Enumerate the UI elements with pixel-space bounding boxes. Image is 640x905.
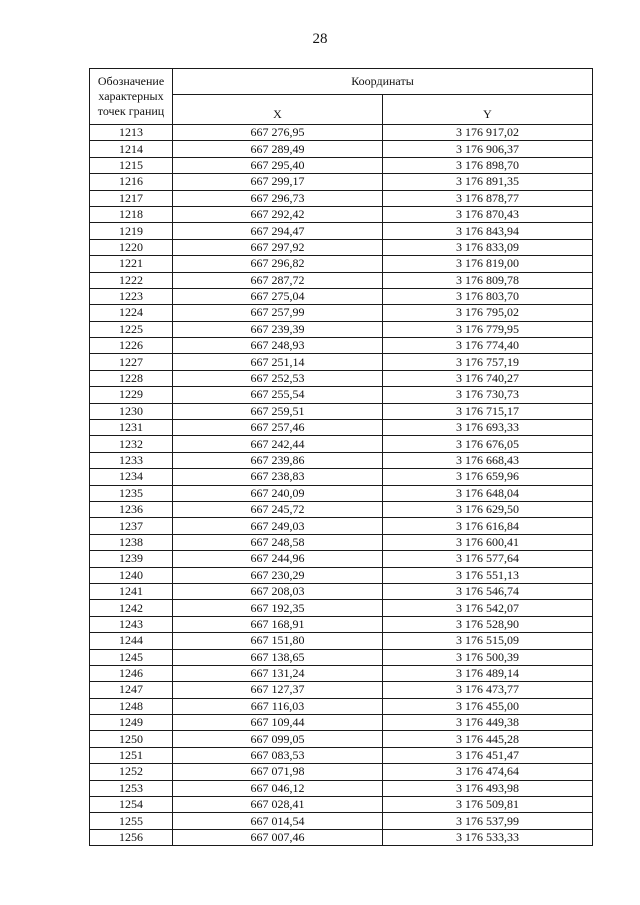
point-id-cell: 1225 <box>90 321 173 337</box>
point-id-cell: 1234 <box>90 469 173 485</box>
point-id-cell: 1254 <box>90 797 173 813</box>
y-coordinate-cell: 3 176 795,02 <box>383 305 593 321</box>
table-row <box>90 600 593 616</box>
table-row <box>90 239 593 255</box>
y-coordinate-cell: 3 176 648,04 <box>383 485 593 501</box>
x-coordinate-cell: 667 248,58 <box>173 534 383 550</box>
table-row <box>90 813 593 829</box>
table-row <box>90 649 593 665</box>
point-id-cell: 1253 <box>90 780 173 796</box>
y-coordinate-cell: 3 176 629,50 <box>383 501 593 517</box>
table-row <box>90 698 593 714</box>
y-coordinate-cell: 3 176 898,70 <box>383 157 593 173</box>
y-coordinate-cell: 3 176 715,17 <box>383 403 593 419</box>
point-id-cell: 1251 <box>90 747 173 763</box>
y-coordinate-cell: 3 176 500,39 <box>383 649 593 665</box>
y-coordinate-cell: 3 176 803,70 <box>383 288 593 304</box>
table-row <box>90 452 593 468</box>
y-coordinate-cell: 3 176 843,94 <box>383 223 593 239</box>
point-id-cell: 1227 <box>90 354 173 370</box>
x-coordinate-cell: 667 249,03 <box>173 518 383 534</box>
y-coordinate-cell: 3 176 493,98 <box>383 780 593 796</box>
table-row <box>90 764 593 780</box>
point-id-cell: 1216 <box>90 174 173 190</box>
point-id-cell: 1252 <box>90 764 173 780</box>
point-id-cell: 1239 <box>90 551 173 567</box>
table-row <box>90 583 593 599</box>
point-id-cell: 1243 <box>90 616 173 632</box>
y-coordinate-cell: 3 176 740,27 <box>383 370 593 386</box>
x-coordinate-cell: 667 208,03 <box>173 583 383 599</box>
x-coordinate-cell: 667 297,92 <box>173 239 383 255</box>
point-id-cell: 1223 <box>90 288 173 304</box>
coordinates-header: Координаты <box>173 69 593 95</box>
x-coordinate-cell: 667 287,72 <box>173 272 383 288</box>
table-row <box>90 387 593 403</box>
y-coordinate-cell: 3 176 819,00 <box>383 256 593 272</box>
table-row <box>90 125 593 141</box>
x-coordinate-cell: 667 151,80 <box>173 633 383 649</box>
table-row <box>90 747 593 763</box>
x-coordinate-cell: 667 289,49 <box>173 141 383 157</box>
point-id-cell: 1238 <box>90 534 173 550</box>
coordinates-table <box>89 68 593 846</box>
x-coordinate-cell: 667 296,82 <box>173 256 383 272</box>
table-row <box>90 567 593 583</box>
y-coordinate-cell: 3 176 455,00 <box>383 698 593 714</box>
y-coordinate-cell: 3 176 551,13 <box>383 567 593 583</box>
y-coordinate-cell: 3 176 489,14 <box>383 665 593 681</box>
y-coordinate-cell: 3 176 917,02 <box>383 125 593 141</box>
x-coordinate-cell: 667 240,09 <box>173 485 383 501</box>
y-coordinate-cell: 3 176 546,74 <box>383 583 593 599</box>
x-coordinate-cell: 667 244,96 <box>173 551 383 567</box>
x-coordinate-cell: 667 071,98 <box>173 764 383 780</box>
y-coordinate-cell: 3 176 676,05 <box>383 436 593 452</box>
x-coordinate-cell: 667 138,65 <box>173 649 383 665</box>
x-coordinate-cell: 667 116,03 <box>173 698 383 714</box>
point-id-cell: 1231 <box>90 420 173 436</box>
table-row <box>90 485 593 501</box>
x-coordinate-cell: 667 257,99 <box>173 305 383 321</box>
x-coordinate-cell: 667 230,29 <box>173 567 383 583</box>
point-id-cell: 1232 <box>90 436 173 452</box>
x-coordinate-cell: 667 238,83 <box>173 469 383 485</box>
point-id-cell: 1242 <box>90 600 173 616</box>
point-id-cell: 1229 <box>90 387 173 403</box>
x-coordinate-cell: 667 252,53 <box>173 370 383 386</box>
point-id-cell: 1233 <box>90 452 173 468</box>
y-coordinate-cell: 3 176 577,64 <box>383 551 593 567</box>
y-coordinate-cell: 3 176 668,43 <box>383 452 593 468</box>
point-id-cell: 1256 <box>90 829 173 845</box>
table-row <box>90 223 593 239</box>
table-row <box>90 780 593 796</box>
y-coordinate-cell: 3 176 445,28 <box>383 731 593 747</box>
y-coordinate-cell: 3 176 474,64 <box>383 764 593 780</box>
table-row <box>90 797 593 813</box>
y-coordinate-cell: 3 176 533,33 <box>383 829 593 845</box>
table-body <box>90 125 593 846</box>
point-id-cell: 1228 <box>90 370 173 386</box>
y-coordinate-cell: 3 176 693,33 <box>383 420 593 436</box>
y-coordinate-cell: 3 176 833,09 <box>383 239 593 255</box>
table-row <box>90 141 593 157</box>
point-id-cell: 1226 <box>90 338 173 354</box>
table-row <box>90 665 593 681</box>
point-id-cell: 1217 <box>90 190 173 206</box>
x-coordinate-cell: 667 192,35 <box>173 600 383 616</box>
table-row <box>90 354 593 370</box>
table-row <box>90 288 593 304</box>
point-id-cell: 1240 <box>90 567 173 583</box>
table-row <box>90 731 593 747</box>
table-row <box>90 616 593 632</box>
x-column-header: X <box>173 95 383 125</box>
point-id-cell: 1241 <box>90 583 173 599</box>
y-coordinate-cell: 3 176 515,09 <box>383 633 593 649</box>
point-id-cell: 1224 <box>90 305 173 321</box>
y-coordinate-cell: 3 176 891,35 <box>383 174 593 190</box>
y-coordinate-cell: 3 176 906,37 <box>383 141 593 157</box>
y-coordinate-cell: 3 176 542,07 <box>383 600 593 616</box>
x-coordinate-cell: 667 028,41 <box>173 797 383 813</box>
y-coordinate-cell: 3 176 779,95 <box>383 321 593 337</box>
table-row <box>90 436 593 452</box>
table-row <box>90 682 593 698</box>
point-id-cell: 1244 <box>90 633 173 649</box>
point-id-cell: 1245 <box>90 649 173 665</box>
table-row <box>90 157 593 173</box>
table-row <box>90 272 593 288</box>
point-id-cell: 1249 <box>90 715 173 731</box>
table-row <box>90 469 593 485</box>
point-id-cell: 1237 <box>90 518 173 534</box>
x-coordinate-cell: 667 242,44 <box>173 436 383 452</box>
table-row <box>90 321 593 337</box>
x-coordinate-cell: 667 131,24 <box>173 665 383 681</box>
point-id-cell: 1218 <box>90 206 173 222</box>
table-row <box>90 256 593 272</box>
table-row <box>90 305 593 321</box>
table-row <box>90 518 593 534</box>
x-coordinate-cell: 667 299,17 <box>173 174 383 190</box>
x-coordinate-cell: 667 239,39 <box>173 321 383 337</box>
y-coordinate-cell: 3 176 449,38 <box>383 715 593 731</box>
point-id-cell: 1235 <box>90 485 173 501</box>
table-row <box>90 206 593 222</box>
table-row <box>90 420 593 436</box>
x-coordinate-cell: 667 255,54 <box>173 387 383 403</box>
table-row <box>90 829 593 845</box>
y-coordinate-cell: 3 176 659,96 <box>383 469 593 485</box>
x-coordinate-cell: 667 083,53 <box>173 747 383 763</box>
point-id-cell: 1246 <box>90 665 173 681</box>
point-id-cell: 1250 <box>90 731 173 747</box>
x-coordinate-cell: 667 248,93 <box>173 338 383 354</box>
table-row <box>90 190 593 206</box>
x-coordinate-cell: 667 257,46 <box>173 420 383 436</box>
x-coordinate-cell: 667 245,72 <box>173 501 383 517</box>
x-coordinate-cell: 667 294,47 <box>173 223 383 239</box>
y-coordinate-cell: 3 176 774,40 <box>383 338 593 354</box>
table-row <box>90 551 593 567</box>
x-coordinate-cell: 667 292,42 <box>173 206 383 222</box>
x-coordinate-cell: 667 239,86 <box>173 452 383 468</box>
point-id-cell: 1222 <box>90 272 173 288</box>
x-coordinate-cell: 667 251,14 <box>173 354 383 370</box>
table-row <box>90 174 593 190</box>
x-coordinate-cell: 667 275,04 <box>173 288 383 304</box>
point-id-cell: 1255 <box>90 813 173 829</box>
y-coordinate-cell: 3 176 809,78 <box>383 272 593 288</box>
point-id-cell: 1247 <box>90 682 173 698</box>
table-row <box>90 403 593 419</box>
x-coordinate-cell: 667 168,91 <box>173 616 383 632</box>
x-coordinate-cell: 667 276,95 <box>173 125 383 141</box>
table-row <box>90 534 593 550</box>
point-id-cell: 1221 <box>90 256 173 272</box>
x-coordinate-cell: 667 259,51 <box>173 403 383 419</box>
y-coordinate-cell: 3 176 600,41 <box>383 534 593 550</box>
table-row <box>90 715 593 731</box>
y-coordinate-cell: 3 176 473,77 <box>383 682 593 698</box>
y-coordinate-cell: 3 176 451,47 <box>383 747 593 763</box>
y-coordinate-cell: 3 176 878,77 <box>383 190 593 206</box>
x-coordinate-cell: 667 295,40 <box>173 157 383 173</box>
point-id-cell: 1215 <box>90 157 173 173</box>
table-row <box>90 338 593 354</box>
y-coordinate-cell: 3 176 537,99 <box>383 813 593 829</box>
table-row <box>90 370 593 386</box>
x-coordinate-cell: 667 046,12 <box>173 780 383 796</box>
x-coordinate-cell: 667 127,37 <box>173 682 383 698</box>
point-id-cell: 1219 <box>90 223 173 239</box>
y-coordinate-cell: 3 176 870,43 <box>383 206 593 222</box>
point-id-cell: 1220 <box>90 239 173 255</box>
point-id-cell: 1230 <box>90 403 173 419</box>
point-id-cell: 1248 <box>90 698 173 714</box>
x-coordinate-cell: 667 014,54 <box>173 813 383 829</box>
y-coordinate-cell: 3 176 616,84 <box>383 518 593 534</box>
point-id-cell: 1214 <box>90 141 173 157</box>
x-coordinate-cell: 667 109,44 <box>173 715 383 731</box>
x-coordinate-cell: 667 007,46 <box>173 829 383 845</box>
point-id-cell: 1213 <box>90 125 173 141</box>
page-number: 28 <box>312 31 328 47</box>
x-coordinate-cell: 667 296,73 <box>173 190 383 206</box>
table-row <box>90 501 593 517</box>
point-designation-header: Обозначение характерных точек границ <box>90 69 173 125</box>
y-coordinate-cell: 3 176 757,19 <box>383 354 593 370</box>
x-coordinate-cell: 667 099,05 <box>173 731 383 747</box>
table-row <box>90 633 593 649</box>
y-coordinate-cell: 3 176 528,90 <box>383 616 593 632</box>
point-id-cell: 1236 <box>90 501 173 517</box>
y-coordinate-cell: 3 176 509,81 <box>383 797 593 813</box>
y-coordinate-cell: 3 176 730,73 <box>383 387 593 403</box>
y-column-header: Y <box>383 95 593 125</box>
